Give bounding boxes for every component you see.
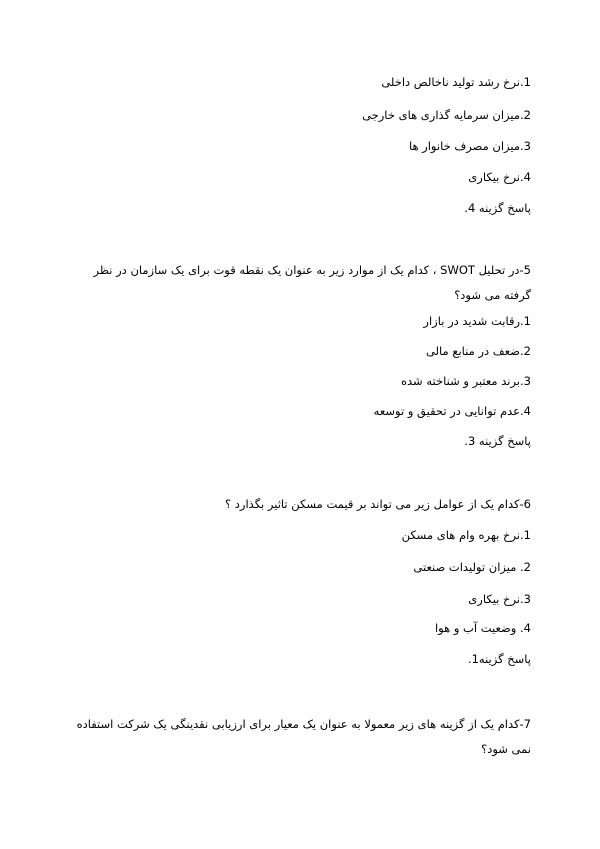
q6-option-2: 2. میزان تولیدات صنعتی (413, 560, 531, 574)
b1-option-1: 1.نرخ رشد تولید ناخالص داخلی (381, 75, 531, 89)
q5-option-4: 4.عدم توانایی در تحقیق و توسعه (373, 404, 531, 418)
q7-question: 7-کدام یک از گزینه های زیر معمولا به عنوان یک معیار برای ارزیابی نقدینگی یک شرکت استفاده نمی شود؟ (76, 717, 531, 756)
q6-option-3: 3.نرخ بیکاری (468, 592, 531, 606)
b1-option-3: 3.میزان مصرف خانوار ها (408, 139, 531, 153)
q6-option-1: 1.نرخ بهره وام های مسکن (401, 528, 531, 542)
q6-option-4: 4. وضعیت آب و هوا (434, 621, 531, 635)
q5-option-2: 2.ضعف در منابع مالی (425, 344, 531, 358)
q5-answer: پاسخ گزینه 3. (464, 434, 531, 448)
b1-option-4: 4.نرخ بیکاری (468, 170, 531, 184)
q5-question: 5-در تحلیل SWOT ، کدام یک از موارد زیر به عنوان یک نقطه قوت برای یک سازمان در نظر گرفته می شود؟ (93, 263, 531, 302)
q6-question: 6-کدام یک از عوامل زیر می تواند بر قیمت مسکن تاثیر بگذارد ؟ (225, 497, 531, 511)
q6-answer: پاسخ گزینه1. (467, 652, 531, 666)
b1-option-2: 2.میزان سرمایه گذاری های خارجی (362, 108, 531, 122)
q5-option-3: 3.برند معتبر و شناخته شده (401, 374, 531, 388)
q5-option-1: 1.رقابت شدید در بازار (423, 314, 531, 328)
b1-answer: پاسخ گزینه 4. (464, 201, 531, 215)
